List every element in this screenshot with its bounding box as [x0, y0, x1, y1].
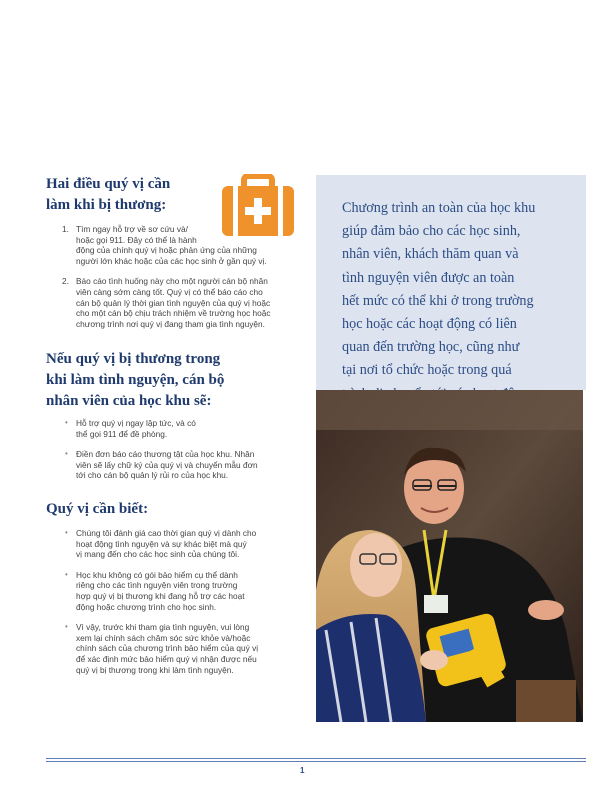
- text-line: quý vị bị thương trong khi làm tình nguyện.: [76, 664, 234, 675]
- quote-line: quan đến trường học, cũng như: [342, 339, 520, 356]
- quote-line: Chương trình an toàn của học khu: [342, 200, 536, 216]
- text-line: hoặc gọi 911. Đây có thể là hành: [76, 234, 197, 245]
- list-item: [76, 418, 286, 439]
- list-item: [76, 449, 286, 481]
- text-line: xem lại chính sách chăm sóc sức khỏe và/hoặc: [76, 632, 251, 643]
- heading-injury-steps: [46, 174, 170, 216]
- text-line: cán bộ quản lý thời gian tình nguyện của quý vị hoặc: [76, 297, 271, 308]
- footer-rule: [46, 761, 586, 762]
- text-line: • Chúng tôi đánh giá cao thời gian quý vị dành cho: [76, 528, 257, 538]
- text-line: viên sẽ lấy chữ ký của quý vị và chuyển mẫu đơn: [76, 459, 258, 470]
- quote-line: giúp đảm bảo cho các học sinh,: [342, 223, 521, 240]
- text-line: cho một cán bộ chịu trách nhiệm về trường học hoặc: [76, 308, 271, 319]
- quote-line: nhân viên, khách thăm quan và: [342, 246, 519, 263]
- text-line: chính sách của chương trình bảo hiểm của quý vị: [76, 643, 259, 654]
- text-line: chương trình nơi quý vị đang tham gia tình nguyện.: [76, 318, 265, 329]
- text-line: động của chính quý vị hoặc phản ứng của những: [76, 245, 257, 256]
- heading-line: Nếu quý vị bị thương trong: [46, 351, 221, 367]
- text-line: tới cho cán bộ quản lý rủi ro của học khu.: [76, 470, 229, 481]
- staff-actions-list: [76, 418, 286, 491]
- text-line: người lớn khác hoặc của các học sinh ở gần quý vị.: [76, 255, 267, 266]
- heading-if-injured: [46, 349, 224, 412]
- quote-line: tình nguyện viên được an toàn: [342, 269, 515, 286]
- quote-line: học hoặc các hoạt động có liên: [342, 316, 517, 333]
- text-line: Báo cáo tình huống này cho một người cán bộ nhân: [76, 276, 268, 287]
- text-line: • Học khu không có gói bảo hiểm cụ thể dành: [76, 569, 238, 580]
- list-item: [76, 622, 286, 675]
- page-number: 1: [300, 766, 305, 775]
- text-line: Tìm ngay hỗ trợ về sơ cứu và/: [76, 224, 188, 234]
- safety-quote: [342, 197, 547, 406]
- need-to-know-list: [76, 528, 286, 685]
- text-line: để xác định mức bảo hiểm quý vị nhận được nếu: [76, 653, 257, 664]
- text-line: vị mang đến cho các học sinh của chúng tôi.: [76, 549, 240, 560]
- text-line: viên càng sớm càng tốt. Quý vị có thể báo cáo cho: [76, 286, 263, 297]
- heading-line: khi làm tình nguyện, cán bộ: [46, 372, 225, 388]
- heading-need-to-know: [46, 499, 148, 520]
- heading-line: nhân viên của học khu sẽ:: [46, 393, 212, 409]
- footer-rule: [46, 758, 586, 759]
- text-line: động hoặc chương trình cho học sinh.: [76, 601, 217, 612]
- list-item: [76, 570, 286, 612]
- heading-line: Hai điều quý vị cần: [46, 176, 171, 192]
- heading-line: Quý vị cần biết:: [46, 501, 149, 517]
- text-line: riêng cho các tình nguyện viên trong trường: [76, 580, 238, 591]
- list-item: [76, 528, 286, 560]
- list-number: 2.: [62, 276, 69, 287]
- text-line: hoạt động tình nguyện và sự khác biệt mà quý: [76, 538, 247, 549]
- injury-steps-list: [62, 224, 286, 339]
- list-number: 1.: [62, 224, 69, 234]
- text-line: thể gọi 911 để đề phòng.: [76, 428, 168, 439]
- quote-line: hết mức có thể khi ở trong trường: [342, 292, 534, 309]
- list-item: [62, 276, 286, 329]
- text-line: • Hỗ trợ quý vị ngay lập tức, và có: [76, 418, 196, 428]
- text-line: • Điền đơn báo cáo thương tật của học khu. Nhân: [76, 449, 255, 460]
- text-line: • Vì vậy, trước khi tham gia tình nguyện, vui lòng: [76, 622, 250, 633]
- heading-line: làm khi bị thương:: [46, 197, 167, 213]
- text-line: hợp quý vị bị thương khi đang hỗ trợ các hoạt: [76, 590, 245, 601]
- photo-illustration: [316, 390, 583, 722]
- quote-line: tại nơi tổ chức hoặc trong quá: [342, 362, 512, 379]
- list-item: [62, 224, 286, 266]
- volunteer-photo: [316, 390, 583, 722]
